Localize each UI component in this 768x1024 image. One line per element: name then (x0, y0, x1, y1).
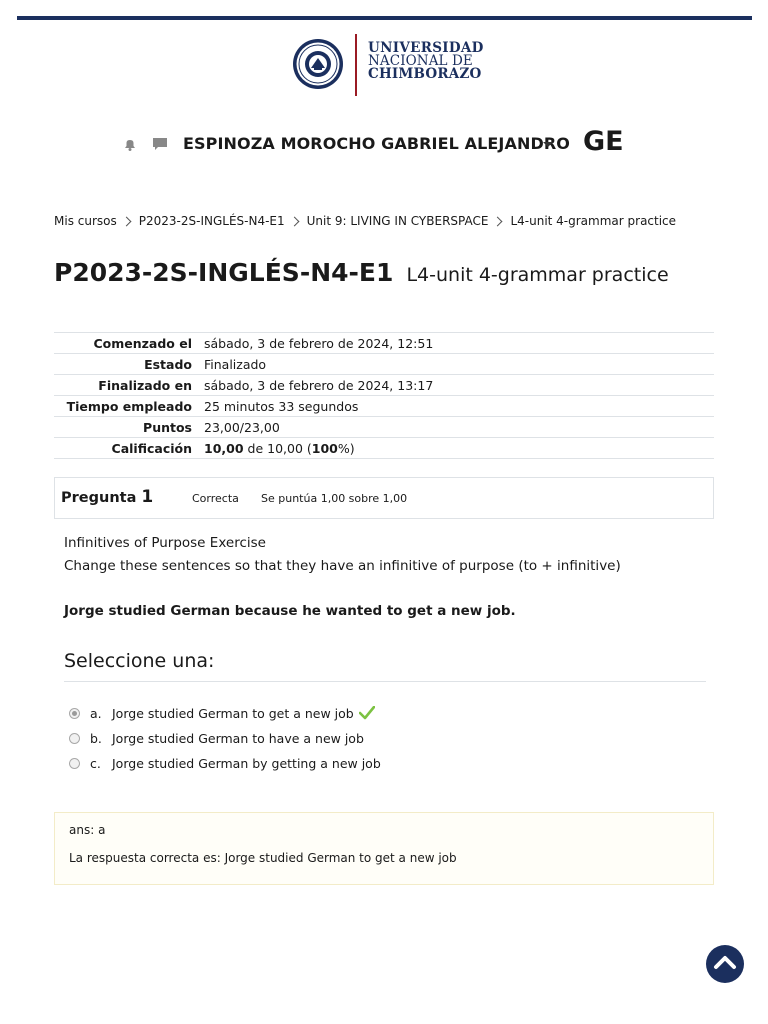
breadcrumb-item-activity[interactable]: L4-unit 4-grammar practice (510, 214, 677, 228)
breadcrumb (54, 214, 676, 228)
university-logo[interactable] (292, 34, 482, 98)
avatar[interactable]: GE (583, 126, 624, 157)
chevron-right-icon (493, 216, 503, 226)
radio-button[interactable] (69, 758, 80, 769)
activity-title: L4-unit 4-grammar practice (406, 264, 669, 286)
summary-row (54, 375, 714, 396)
question-number: 1 (141, 487, 154, 507)
divider (64, 681, 706, 682)
summary-row (54, 354, 714, 375)
logo-line-1: UNIVERSIDAD (368, 40, 484, 56)
message-icon[interactable] (152, 136, 168, 152)
question-label-text: Pregunta (61, 490, 137, 506)
answer-option-b[interactable] (69, 728, 364, 748)
option-text: Jorge studied German to get a new job (112, 705, 354, 721)
course-title: P2023-2S-INGLÉS-N4-E1 (54, 258, 394, 287)
summary-key: Calificación (54, 438, 204, 459)
summary-value: 23,00/23,00 (204, 417, 714, 438)
question-text-title: Infinitives of Purpose Exercise (64, 535, 266, 551)
option-text: Jorge studied German to have a new job (112, 730, 364, 746)
summary-row (54, 396, 714, 417)
logo-divider (355, 34, 357, 96)
answer-prompt: Seleccione una: (64, 650, 215, 672)
chevron-up-icon (706, 945, 744, 983)
chevron-right-icon (289, 216, 299, 226)
grade-percent: 100 (311, 440, 338, 456)
question-sentence: Jorge studied German because he wanted to get a new job. (64, 603, 516, 619)
summary-value (204, 438, 714, 459)
summary-value: Finalizado (204, 354, 714, 375)
option-letter: c. (90, 755, 101, 771)
chevron-right-icon (121, 216, 131, 226)
summary-key: Tiempo empleado (54, 396, 204, 417)
option-letter: a. (90, 705, 102, 721)
breadcrumb-item-my-courses[interactable]: Mis cursos (54, 214, 117, 228)
summary-row (54, 333, 714, 354)
summary-key: Finalizado en (54, 375, 204, 396)
answer-option-a[interactable] (69, 703, 375, 723)
feedback-box (54, 812, 714, 885)
general-feedback: ans: a (69, 823, 106, 837)
option-letter: b. (90, 730, 102, 746)
question-text-instructions: Change these sentences so that they have an infinitive of purpose (to + infinitive) (64, 558, 621, 574)
answer-option-c[interactable] (69, 753, 381, 773)
radio-button-selected[interactable] (69, 708, 80, 719)
logo-text (368, 42, 484, 81)
breadcrumb-item-course[interactable]: P2023-2S-INGLÉS-N4-E1 (138, 214, 285, 228)
user-bar (122, 128, 642, 160)
grade-close: %) (337, 440, 355, 456)
breadcrumb-item-unit[interactable]: Unit 9: LIVING IN CYBERSPACE (306, 214, 489, 228)
option-text: Jorge studied German by getting a new job (112, 755, 381, 771)
summary-value: 25 minutos 33 segundos (204, 396, 714, 417)
question-grade: Se puntúa 1,00 sobre 1,00 (261, 492, 408, 505)
attempt-summary-table (54, 332, 714, 459)
user-menu-name[interactable]: ESPINOZA MOROCHO GABRIEL ALEJANDRO (183, 134, 570, 153)
back-to-top-button[interactable] (706, 945, 744, 983)
logo-line-3: CHIMBORAZO (368, 66, 482, 82)
bell-icon[interactable] (122, 136, 138, 152)
summary-row (54, 417, 714, 438)
right-answer: La respuesta correcta es: Jorge studied German to get a new job (69, 851, 457, 865)
page-title (54, 258, 669, 287)
grade-of: de 10,00 ( (243, 440, 312, 456)
university-seal-icon (292, 38, 344, 90)
check-icon (359, 706, 375, 720)
summary-value: sábado, 3 de febrero de 2024, 12:51 (204, 333, 714, 354)
caret-down-icon[interactable] (543, 142, 553, 147)
question-state: Correcta (192, 492, 239, 505)
question-info (54, 477, 714, 519)
summary-key: Estado (54, 354, 204, 375)
radio-button[interactable] (69, 733, 80, 744)
top-bar (17, 16, 752, 20)
grade-value: 10,00 (204, 440, 244, 456)
logo-line-2: NACIONAL DE (368, 53, 473, 69)
summary-key: Puntos (54, 417, 204, 438)
summary-key: Comenzado el (54, 333, 204, 354)
question-label (61, 487, 153, 507)
summary-row (54, 438, 714, 459)
summary-value: sábado, 3 de febrero de 2024, 13:17 (204, 375, 714, 396)
